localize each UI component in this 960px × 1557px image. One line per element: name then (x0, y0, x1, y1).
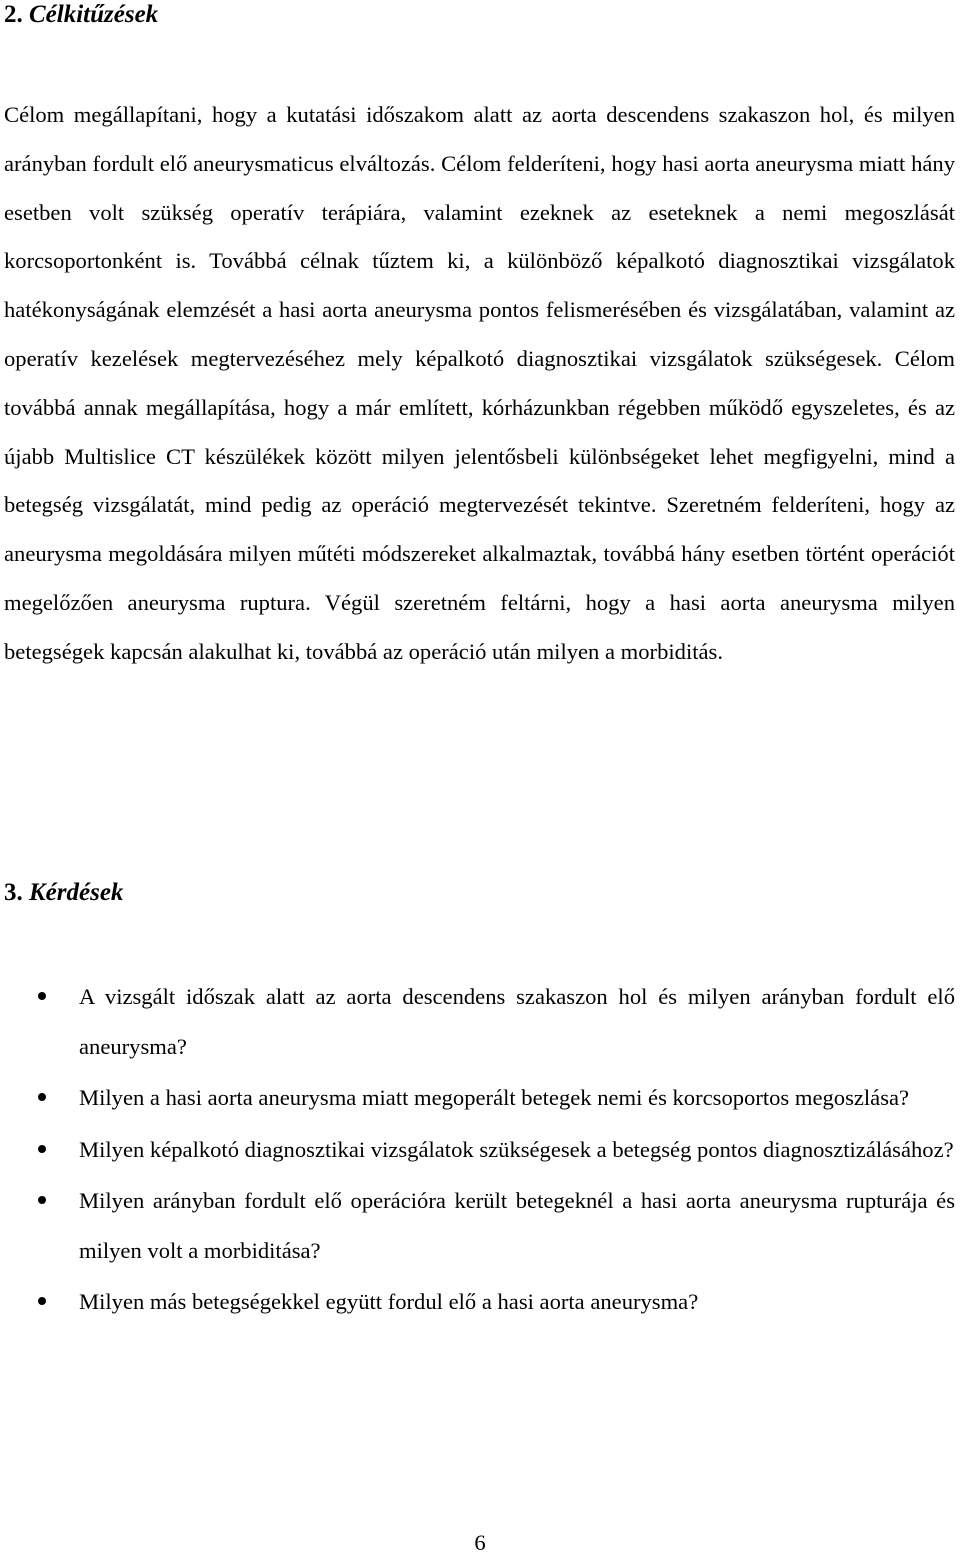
section-heading-kerdesek (4, 878, 123, 908)
question-text: Milyen más betegségekkel együtt fordul elő a hasi aorta aneurysma? (79, 1289, 699, 1314)
objectives-paragraph: Célom megállapítani, hogy a kutatási időszakom alatt az aorta descendens szakaszon hol, és milyen arányban fordult elő aneurysmaticus elváltozás. Célom felderíteni, hogy hasi aorta aneurysma miatt hány esetben volt szükség operatív terápiára, valamint ezeknek az eseteknek a nemi megoszlását korcsoportonként is. Továbbá célnak tűztem ki, a különböző képalkotó diagnosztikai vizsgálatok hatékonyságának elemzését a hasi aorta aneurysma pontos felismerésében és vizsgálatában, valamint az operatív kezelések megtervezéséhez mely képalkotó diagnosztikai vizsgálatok szükségesek. Célom továbbá annak megállapítása, hogy a már említett, kórházunkban régebben működő egyszeletes, és az újabb Multislice CT készülékek között milyen jelentősbeli különbségeket lehet megfigyelni, mind a betegség vizsgálatát, mind pedig az operáció megtervezését tekintve. Szeretném felderíteni, hogy az aneurysma megoldására milyen műtéti módszereket alkalmaztak, továbbá hány esetben történt operációt megelőzően aneurysma ruptura. Végül szeretném feltárni, hogy a hasi aorta aneurysma milyen betegségek kapcsán alakulhat ki, továbbá az operáció után milyen a morbiditás. (4, 102, 955, 664)
list-item (0, 972, 960, 1071)
list-item (0, 1277, 960, 1327)
bullet-icon (38, 1297, 46, 1305)
question-text: Milyen arányban fordult elő operációra került betegeknél a hasi aorta aneurysma rupturája és milyen volt a morbiditása? (79, 1188, 955, 1263)
question-text: Milyen a hasi aorta aneurysma miatt megoperált betegek nemi és korcsoportos megoszlása? (79, 1085, 910, 1110)
section-title: Kérdések (29, 879, 124, 906)
section-heading-celkituzesek (4, 0, 158, 30)
question-text: Milyen képalkotó diagnosztikai vizsgálatok szükségesek a betegség pontos diagnosztizálásához? (79, 1136, 954, 1162)
section-number: 2. (4, 1, 23, 28)
list-item (0, 1176, 960, 1275)
section-title: Célkitűzések (29, 1, 159, 28)
bullet-icon (38, 1196, 46, 1204)
bullet-icon (38, 1145, 46, 1153)
list-item (0, 1073, 960, 1123)
bullet-icon (38, 992, 46, 1000)
questions-list (0, 972, 960, 1329)
question-text: A vizsgált időszak alatt az aorta descendens szakaszon hol és milyen arányban fordult elő aneurysma? (79, 984, 955, 1059)
section-number: 3. (4, 879, 23, 906)
page-number: 6 (474, 1530, 486, 1555)
list-item (0, 1125, 960, 1175)
bullet-icon (38, 1093, 46, 1101)
